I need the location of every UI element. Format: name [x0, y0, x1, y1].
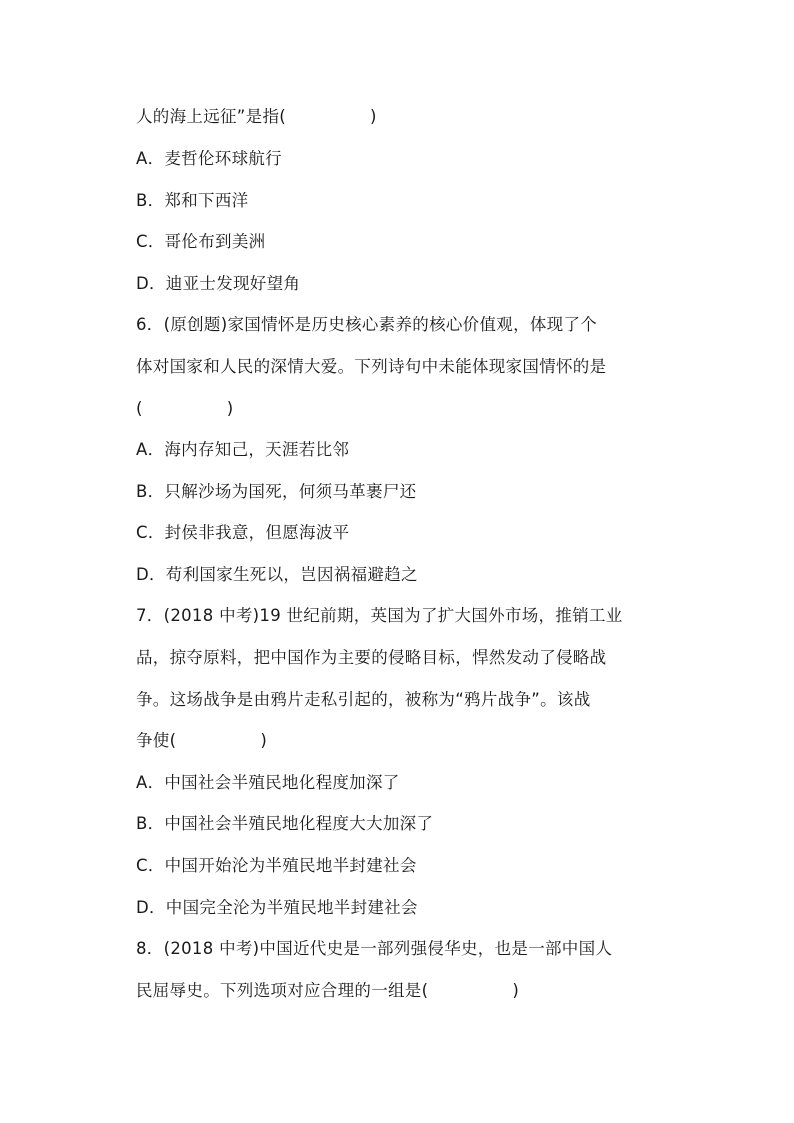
question-line: 8．(2018 中考)中国近代史是一部列强侵华史，也是一部中国人	[136, 939, 613, 958]
question-line: 民屈辱史。下列选项对应合理的一组是( )	[136, 981, 520, 1000]
option-line: B．中国社会半殖民地化程度大大加深了	[136, 814, 434, 833]
question-line: 品，掠夺原料，把中国作为主要的侵略目标，悍然发动了侵略战	[136, 648, 607, 667]
option-line: C．中国开始沦为半殖民地半封建社会	[136, 856, 417, 875]
option-line: D．迪亚士发现好望角	[136, 274, 301, 293]
answer-blank-line: ( )	[136, 399, 234, 418]
option-line: A．海内存知己，天涯若比邻	[136, 440, 350, 459]
option-line: A．中国社会半殖民地化程度加深了	[136, 773, 400, 792]
option-line: A．麦哲伦环球航行	[136, 149, 282, 168]
question-line: 争。这场战争是由鸦片走私引起的，被称为“鸦片战争”。该战	[136, 690, 591, 709]
option-line: D．苟利国家生死以，岂因祸福避趋之	[136, 565, 418, 584]
option-line: B．只解沙场为国死，何须马革裹尸还	[136, 482, 417, 501]
question-line: 争使( )	[136, 731, 268, 750]
option-line: D．中国完全沦为半殖民地半封建社会	[136, 898, 418, 917]
option-line: C．封侯非我意，但愿海波平	[136, 523, 350, 542]
question-line: 体对国家和人民的深情大爱。下列诗句中未能体现家国情怀的是	[136, 357, 607, 376]
text-line: 人的海上远征”是指( )	[136, 107, 377, 126]
question-line: 6．(原创题)家国情怀是历史核心素养的核心价值观，体现了个	[136, 315, 598, 334]
option-line: C．哥伦布到美洲	[136, 232, 266, 251]
option-line: B．郑和下西洋	[136, 191, 249, 210]
question-line: 7．(2018 中考)19 世纪前期，英国为了扩大国外市场，推销工业	[136, 606, 623, 625]
